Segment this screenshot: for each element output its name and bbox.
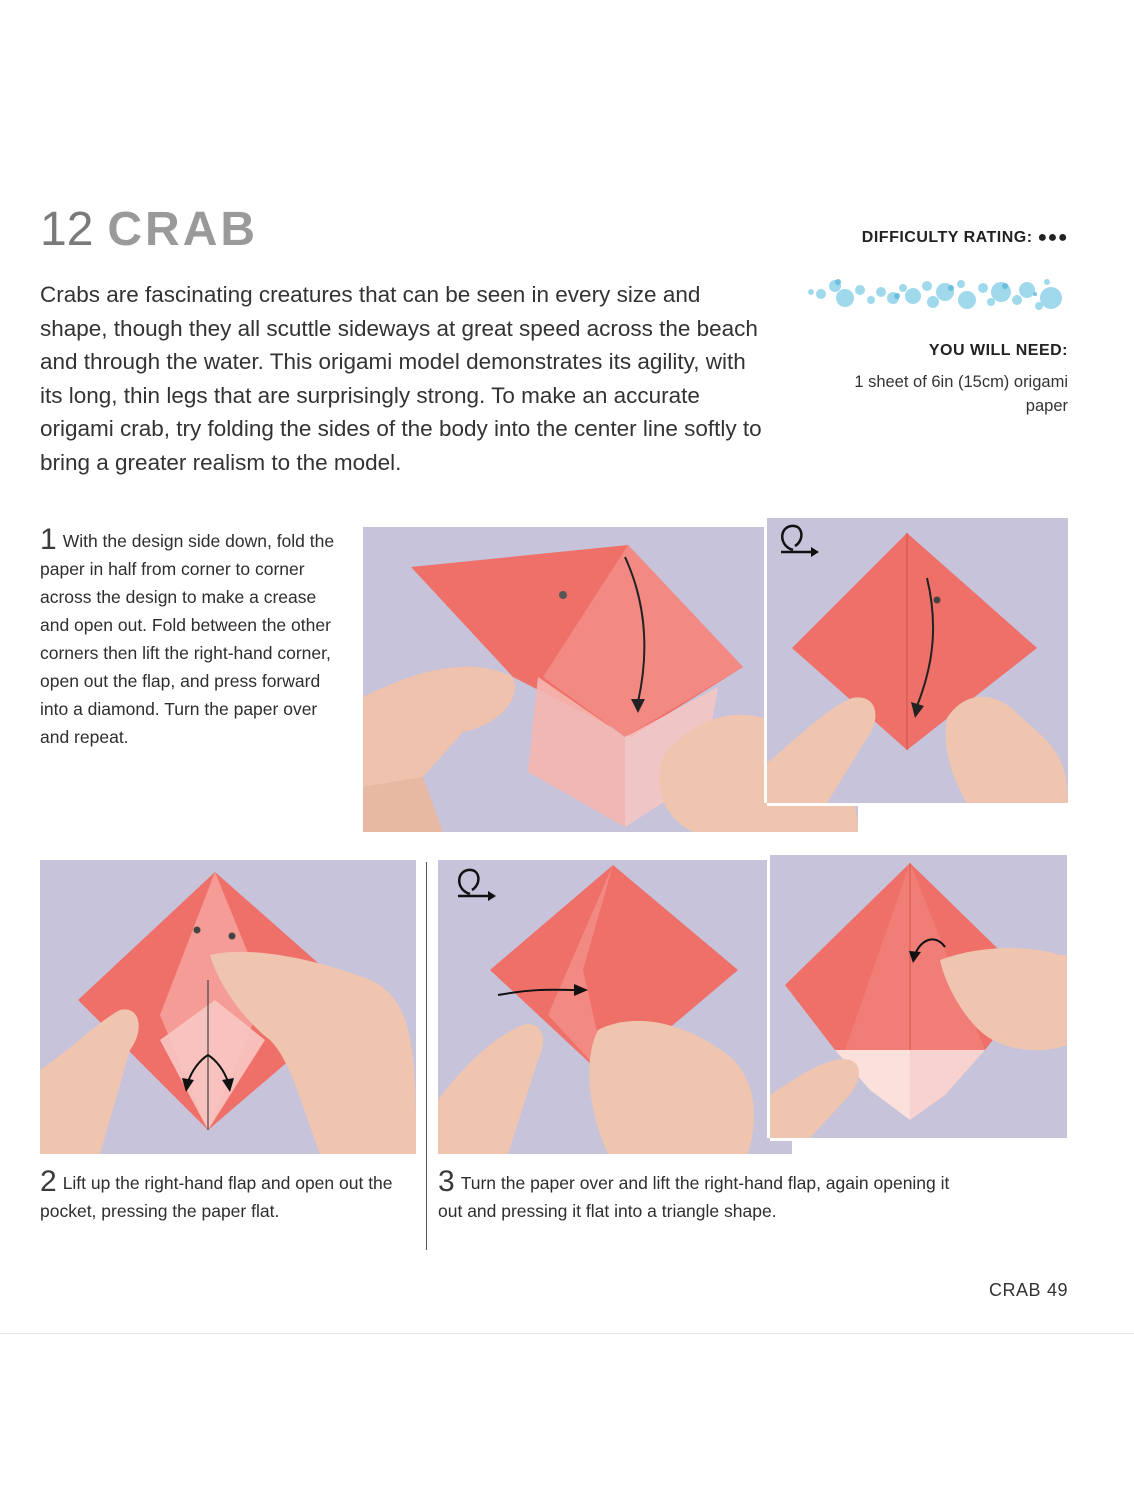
step-1-instruction	[40, 523, 340, 751]
page-number: 49	[1046, 1280, 1068, 1300]
turn-over-icon	[773, 522, 819, 558]
step-3-photo-b	[770, 855, 1067, 1138]
step-2-photo	[40, 860, 416, 1154]
page-footer	[989, 1280, 1068, 1301]
step-1-photo-b	[767, 518, 1068, 803]
step-3-instruction	[438, 1165, 978, 1225]
column-divider	[426, 862, 427, 1250]
step-text: With the design side down, fold the paper in half from corner to corner across the design to make a crease and open out. Fold between the other corners then lift the right-hand corner, open out the flap, and press forward into a diamond. Turn the paper over and repeat.	[40, 531, 335, 747]
step-number: 3	[438, 1165, 455, 1198]
step-number: 2	[40, 1165, 57, 1198]
materials-label: YOU WILL NEED:	[928, 342, 1068, 359]
project-number: 12	[40, 203, 94, 256]
intro-paragraph: Crabs are fascinating creatures that can be seen in every size and shape, though they all scuttle sideways at great speed across the beach and through the water. This origami model demonstrates its agility, with its long, thin legs that are surprisingly strong. To make an accurate origami crab, try folding the sides of the body into the center line softly to bring a greater realism to the model.	[40, 282, 762, 475]
page-edge-divider	[0, 1333, 1134, 1334]
step-2-instruction	[40, 1165, 420, 1225]
step-3-photo-a	[438, 860, 792, 1154]
step-number: 1	[40, 523, 57, 556]
page-title	[40, 200, 258, 260]
step-text: Turn the paper over and lift the right-hand flap, again opening it out and pressing it flat into a triangle shape.	[438, 1173, 950, 1221]
project-title: CRAB	[107, 203, 259, 256]
bubble-decoration-icon	[805, 272, 1070, 320]
turn-over-icon	[450, 866, 496, 902]
difficulty-rating: DIFFICULTY RATING: ●●●	[861, 229, 1068, 246]
step-text: Lift up the right-hand flap and open out the pocket, pressing the paper flat.	[40, 1173, 393, 1221]
footer-section-name: CRAB	[988, 1280, 1041, 1300]
materials-value: 1 sheet of 6in (15cm) origami paper	[854, 373, 1068, 415]
